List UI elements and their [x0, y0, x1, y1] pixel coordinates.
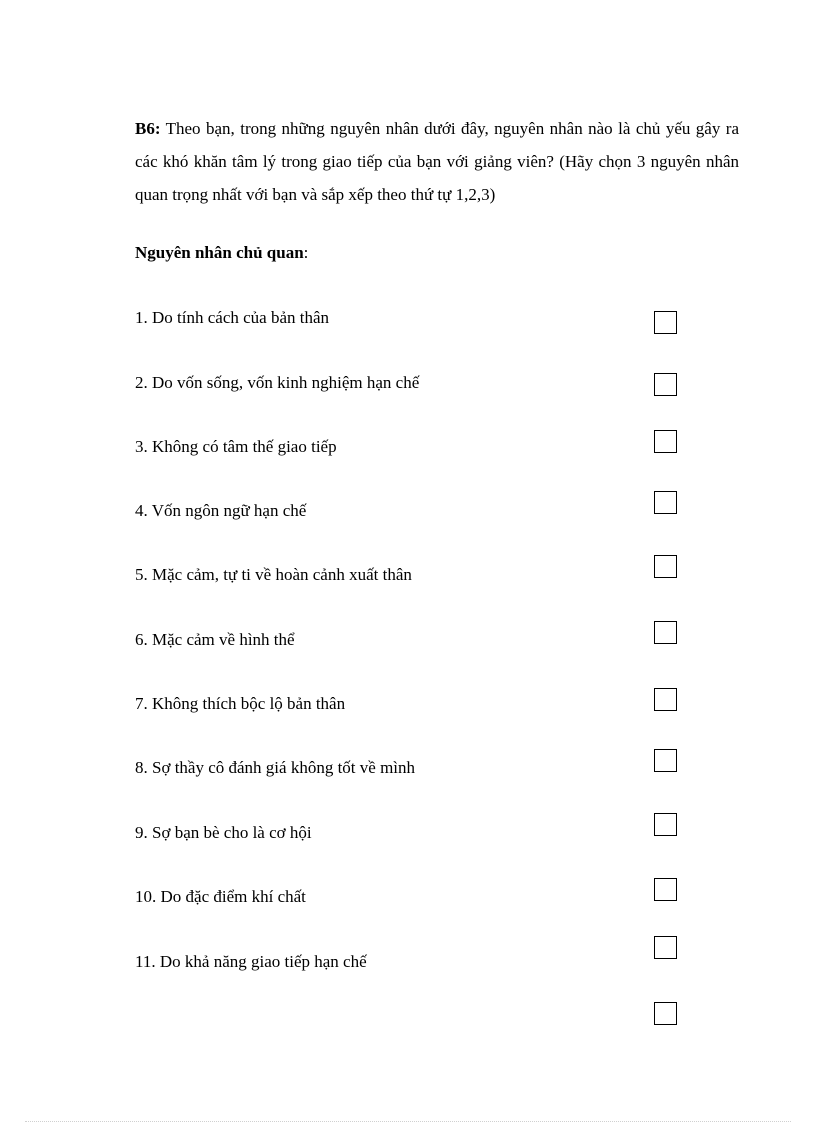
item-label: 11. Do khả năng giao tiếp hạn chế	[135, 952, 367, 971]
item-checkbox[interactable]	[654, 621, 677, 644]
item-checkbox[interactable]	[654, 430, 677, 453]
item-label: 5. Mặc cảm, tự ti về hoàn cảnh xuất thân	[135, 565, 412, 584]
question-label: B6:	[135, 119, 161, 138]
item-label: 1. Do tính cách của bản thân	[135, 308, 330, 327]
page-edge	[25, 1121, 791, 1122]
item-label: 6. Mặc cảm về hình thể	[135, 630, 295, 649]
section-title-suffix: :	[303, 243, 309, 262]
item-label: 10. Do đặc điểm khí chất	[135, 887, 306, 906]
item-checkbox[interactable]	[654, 813, 677, 836]
extra-checkbox[interactable]	[654, 1002, 677, 1025]
item-checkbox[interactable]	[654, 878, 677, 901]
item-label: 8. Sợ thầy cô đánh giá không tốt về mình	[135, 758, 416, 777]
item-checkbox[interactable]	[654, 688, 677, 711]
item-checkbox[interactable]	[654, 311, 677, 334]
item-checkbox[interactable]	[654, 491, 677, 514]
item-label: 3. Không có tâm thế giao tiếp	[135, 437, 337, 456]
item-label: 2. Do vốn sống, vốn kinh nghiệm hạn chế	[135, 373, 420, 392]
item-checkbox[interactable]	[654, 749, 677, 772]
item-checkbox[interactable]	[654, 373, 677, 396]
item-checkbox[interactable]	[654, 555, 677, 578]
question-text: Theo bạn, trong những nguyên nhân dưới đây, nguyên nhân nào là chủ yếu gây ra các khó khăn tâm lý trong giao tiếp của bạn với giảng viên? (Hãy chọn 3 nguyên nhân quan trọng nhất với bạn và sắp xếp theo thứ tự 1,2,3)	[135, 119, 739, 204]
item-label: 7. Không thích bộc lộ bản thân	[135, 694, 346, 713]
item-checkbox[interactable]	[654, 936, 677, 959]
section-title	[135, 240, 308, 266]
section-title-text: Nguyên nhân chủ quan	[135, 243, 304, 262]
item-label: 9. Sợ bạn bè cho là cơ hội	[135, 823, 312, 842]
item-label: 4. Vốn ngôn ngữ hạn chế	[135, 501, 307, 520]
question-paragraph	[135, 112, 739, 211]
